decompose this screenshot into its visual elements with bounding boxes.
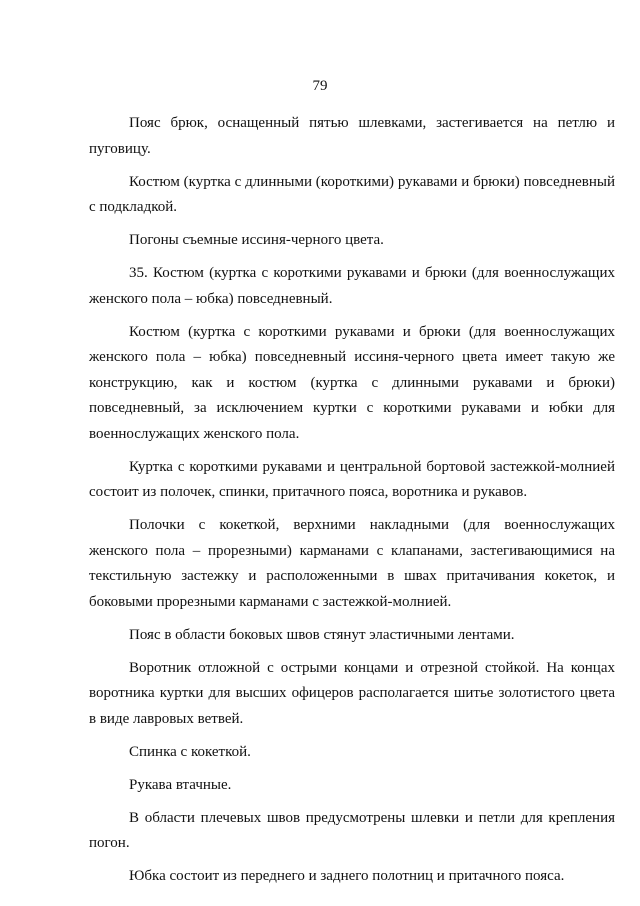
- paragraph: 35. Костюм (куртка с короткими рукавами и брюки (для военнослужащих женского пола – юбка) повседневный.: [89, 265, 615, 307]
- document-body: [89, 111, 615, 890]
- paragraph: Воротник отложной с острыми концами и отрезной стойкой. На концах воротника куртки для высших офицеров располагается шитье золотистого цвета в виде лавровых ветвей.: [89, 659, 615, 727]
- paragraph: Полочки с кокеткой, верхними накладными (для военнослужащих женского пола – прорезными) карманами с клапанами, застегивающимися на текстильную застежку и расположенными в швах притачивания кокеток, и боковыми прорезными карманами с застежкой-молнией.: [89, 517, 615, 610]
- paragraph: Костюм (куртка с короткими рукавами и брюки (для военнослужащих женского пола – юбка) повседневный иссиня-черного цвета имеет такую же конструкцию, как и костюм (куртка с длинными рукавами и брюки) повседневный, за исключением куртки с короткими рукавами и юбки для военнослужащих женского пола.: [89, 323, 615, 442]
- paragraph: Погоны съемные иссиня-черного цвета.: [129, 232, 384, 248]
- paragraph: Куртка с короткими рукавами и центральной бортовой застежкой-молнией состоит из полочек, спинки, притачного пояса, воротника и рукавов.: [89, 458, 615, 500]
- page-number: 79: [312, 78, 328, 94]
- paragraph: Пояс в области боковых швов стянут эластичными лентами.: [129, 626, 515, 643]
- paragraph: Пояс брюк, оснащенный пятью шлевками, застегивается на петлю и пуговицу.: [89, 115, 615, 157]
- paragraph: Костюм (куртка с длинными (короткими) рукавами и брюки) повседневный с подкладкой.: [89, 173, 615, 215]
- paragraph: Спинка с кокеткой.: [129, 743, 251, 760]
- paragraph: В области плечевых швов предусмотрены шлевки и петли для крепления погон.: [89, 809, 615, 851]
- paragraph: Юбка состоит из переднего и заднего полотниц и притачного пояса.: [129, 868, 565, 884]
- paragraph: Рукава втачные.: [129, 776, 232, 793]
